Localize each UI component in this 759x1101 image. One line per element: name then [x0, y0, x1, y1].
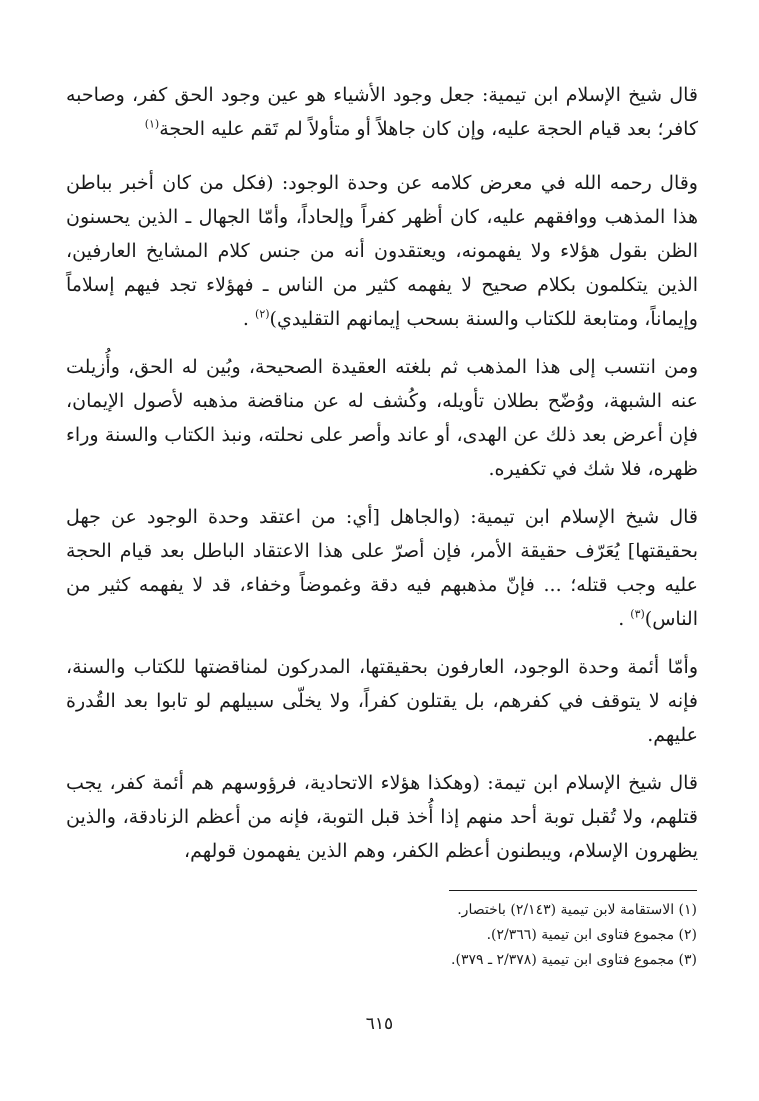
paragraph-4-tail: .: [618, 608, 631, 630]
paragraph-5: [66, 650, 698, 752]
paragraph-1: [66, 78, 698, 146]
paragraph-4: [66, 500, 698, 636]
paragraph-6-text: قال شيخ الإسلام ابن تيمة: (وهكذا هؤلاء الاتحادية، فرؤوسهم هم أئمة كفر، يجب قتلهم، ولا تُقبل توبة أحد منهم إذا أُخذ قبل التوبة، فإنه من أعظم الزنادقة، والذين يظهرون الإسلام، ويبطنون أعظم الكفر، وهم الذين يفهمون قولهم،: [66, 772, 698, 862]
page-number: ٦١٥: [365, 1014, 394, 1034]
footnote-ref-2: (٢): [255, 307, 270, 321]
footnote-2: (٢) مجموع فتاوى ابن تيمية (٢/٣٦٦).: [486, 927, 697, 943]
paragraph-3: [66, 350, 698, 486]
footnote-ref-3: (٣): [630, 607, 645, 621]
footnote-1: (١) الاستقامة لابن تيمية (٢/١٤٣) باختصار.: [457, 902, 697, 918]
paragraph-3-text: ومن انتسب إلى هذا المذهب ثم بلغته العقيدة الصحيحة، وبُين له الحق، وأُزيلت عنه الشبهة، ووُضّح بطلان تأويله، وكُشف له عن مناقضة مذهبه لأصول الإيمان، فإن أعرض بعد ذلك عن الهدى، أو عاند وأصر على نحلته، ونبذ الكتاب والسنة وراء ظهره، فلا شك في تكفيره.: [66, 356, 698, 480]
footnote-divider: [449, 890, 697, 891]
paragraph-4-text: قال شيخ الإسلام ابن تيمية: (والجاهل [أي: من اعتقد وحدة الوجود عن جهل بحقيقتها] يُعَرّف حقيقة الأمر، فإن أصرّ على هذا الاعتقاد الباطل بعد قيام الحجة عليه وجب قتله؛ ... فإنّ مذهبهم فيه دقة وغموضاً وخفاء، قد لا يفهمه كثير من الناس): [66, 506, 698, 630]
page-body: [66, 78, 698, 882]
footnote-ref-1: (١): [144, 117, 160, 131]
paragraph-6: [66, 766, 698, 868]
paragraph-5-text: وأمّا أئمة وحدة الوجود، العارفون بحقيقتها، المدركون لمناقضتها للكتاب والسنة، فإنه لا يتوقف في كفرهم، بل يقتلون كفراً، ولا يخلّى سبيلهم لو تابوا بعد القُدرة عليهم.: [66, 656, 698, 746]
paragraph-2: [66, 166, 698, 336]
paragraph-2-text: وقال رحمه الله في معرض كلامه عن وحدة الوجود: (فكل من كان أخبر بباطن هذا المذهب ووافقهم عليه، كان أظهر كفراً وإلحاداً، وأمّا الجهال ـ الذين يحسنون الظن بقول هؤلاء ولا يفهمونه، ويعتقدون أنه من جنس كلام المشايخ العارفين، الذين يتكلمون بكلام صحيح لا يفهمه كثير من الناس ـ فهؤلاء تجد فيهم إسلاماً وإيماناً، ومتابعة للكتاب والسنة بسحب إيمانهم التقليدي): [66, 172, 698, 330]
footnotes: [297, 898, 697, 973]
paragraph-1-text: قال شيخ الإسلام ابن تيمية: جعل وجود الأشياء هو عين وجود الحق كفر، وصاحبه كافر؛ بعد قيام الحجة عليه، وإن كان جاهلاً أو متأولاً لم تَقم عليه الحجة: [66, 84, 698, 140]
paragraph-2-tail: .: [242, 308, 256, 330]
footnote-3: (٣) مجموع فتاوى ابن تيمية (٢/٣٧٨ ـ ٣٧٩).: [451, 952, 697, 968]
